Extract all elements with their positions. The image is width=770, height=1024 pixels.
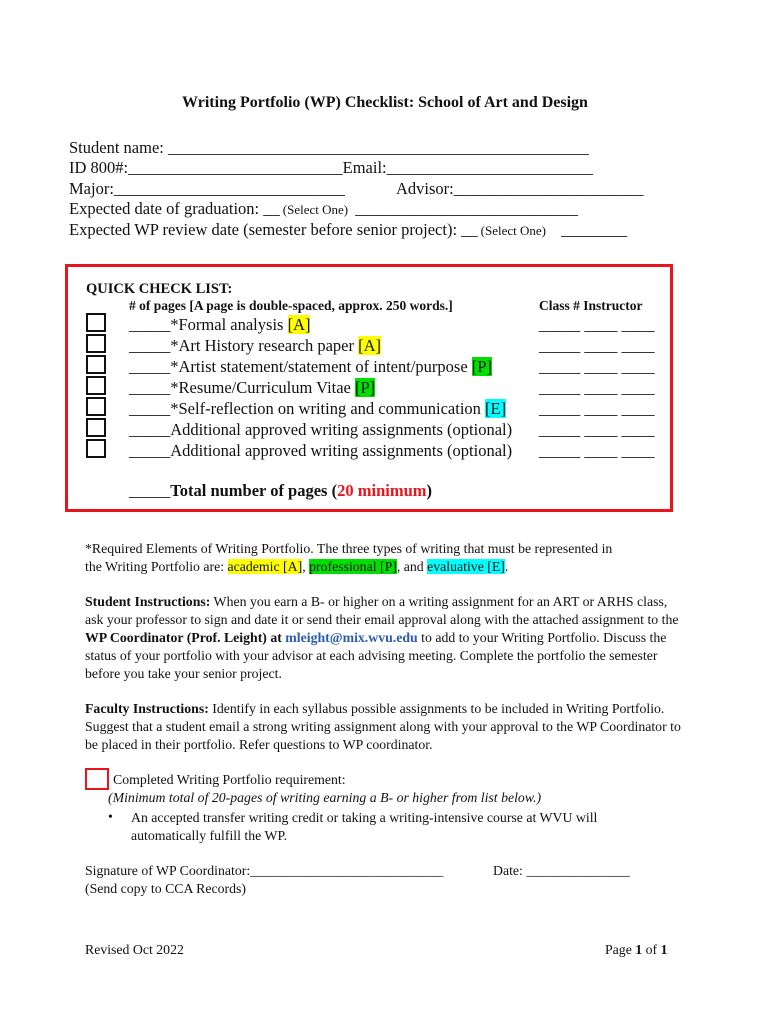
checkbox-formal-analysis[interactable] bbox=[86, 313, 106, 332]
class-instructor-blank[interactable]: _____ ____ ____ bbox=[539, 420, 655, 439]
review-line: ________ bbox=[561, 220, 628, 239]
id-email-row bbox=[69, 158, 593, 178]
professional-tag: professional [P] bbox=[309, 559, 397, 574]
coordinator-email-link[interactable]: mleight@mix.wvu.edu bbox=[285, 630, 418, 645]
page-total: 1 bbox=[660, 942, 668, 957]
pages-blank[interactable]: _____ bbox=[129, 399, 171, 418]
class-instructor-blank[interactable]: _____ ____ ____ bbox=[539, 399, 655, 418]
checkbox-additional-1[interactable] bbox=[86, 418, 106, 437]
graduation-line: ___________________________ bbox=[355, 199, 578, 218]
page-label: Page bbox=[605, 942, 636, 957]
pages-blank[interactable]: _____ bbox=[129, 315, 171, 334]
list-item bbox=[129, 441, 512, 461]
class-instructor-blank[interactable]: _____ ____ ____ bbox=[539, 441, 655, 460]
graduation-pre: __ bbox=[263, 199, 280, 218]
item-text: Additional approved writing assignments (optional) bbox=[170, 441, 513, 460]
major-advisor-row bbox=[69, 179, 345, 199]
pages-blank[interactable]: _____ bbox=[129, 357, 171, 376]
graduation-row bbox=[69, 199, 578, 219]
major-field[interactable]: ____________________________ bbox=[113, 179, 345, 198]
sep: , and bbox=[396, 559, 428, 574]
total-blank[interactable]: _____ bbox=[129, 481, 171, 500]
item-text: *Formal analysis bbox=[170, 315, 288, 334]
sep: , bbox=[302, 559, 310, 574]
completed-note: (Minimum total of 20-pages of writing earning a B- or higher from list below.) bbox=[108, 790, 542, 805]
student-name-label: Student name: bbox=[69, 138, 164, 157]
list-item bbox=[129, 357, 492, 377]
total-pages-row bbox=[129, 481, 432, 501]
student-name-row bbox=[69, 138, 589, 158]
item-text: *Art History research paper bbox=[170, 336, 359, 355]
checkbox-artist-statement[interactable] bbox=[86, 355, 106, 374]
faculty-instructions bbox=[85, 700, 685, 754]
pages-blank[interactable]: _____ bbox=[129, 378, 171, 397]
advisor-group bbox=[396, 179, 644, 199]
class-instructor-blank[interactable]: _____ ____ ____ bbox=[539, 378, 655, 397]
item-tag: [P] bbox=[355, 378, 376, 397]
student-instructions bbox=[85, 593, 685, 683]
sep: . bbox=[504, 559, 509, 574]
total-close: ) bbox=[426, 481, 432, 500]
required-text: *Required Elements of Writing Portfolio. The three types of writing that must be represented in bbox=[85, 541, 613, 556]
student-text: When you earn a B- or higher on a writing assignment for an ART or ARHS class, ask your professor to sign and date it or send their email approval along with the attached assignment to the bbox=[85, 594, 679, 627]
pages-blank[interactable]: _____ bbox=[129, 420, 171, 439]
review-row bbox=[69, 220, 627, 240]
list-item bbox=[129, 315, 310, 335]
list-item bbox=[129, 420, 512, 440]
completed-label: Completed Writing Portfolio requirement: bbox=[113, 772, 346, 787]
student-text-2: to add to your Writing Portfolio. Discuss the status of your portfolio with your advisor at each advising meeting. Complete the portfolio the semester before you take your senior project. bbox=[85, 630, 667, 681]
quick-subheading: # of pages [A page is double-spaced, approx. 250 words.] bbox=[129, 298, 453, 313]
checkbox-art-history[interactable] bbox=[86, 334, 106, 353]
review-pre: __ bbox=[461, 220, 478, 239]
id-field[interactable]: __________________________ bbox=[128, 158, 343, 177]
graduation-label: Expected date of graduation: bbox=[69, 199, 260, 218]
faculty-instructions-label: Faculty Instructions: bbox=[85, 701, 209, 716]
date-field[interactable]: Date: _______________ bbox=[493, 863, 630, 878]
transfer-note: An accepted transfer writing credit or taking a writing-intensive course at WVU will automatically fulfill the WP. bbox=[131, 810, 598, 843]
email-field[interactable]: _________________________ bbox=[386, 158, 593, 177]
checkbox-self-reflection[interactable] bbox=[86, 397, 106, 416]
page-current: 1 bbox=[635, 942, 643, 957]
list-item bbox=[129, 336, 381, 356]
column-header: Class # Instructor bbox=[539, 298, 643, 313]
item-text: Additional approved writing assignments (optional) bbox=[170, 420, 513, 439]
send-copy-note: (Send copy to CCA Records) bbox=[85, 881, 246, 896]
item-text: *Artist statement/statement of intent/purpose bbox=[170, 357, 472, 376]
faculty-text: Identify in each syllabus possible assignments to be included in Writing Portfolio. Suggest that a student email a strong writing assignment along with your approval to the WP Coordinator to be placed in their portfolio. Refer questions to WP coordinator. bbox=[85, 701, 681, 752]
item-tag: [E] bbox=[485, 399, 507, 418]
total-label: Total number of pages ( bbox=[170, 481, 338, 500]
quick-check-list bbox=[65, 264, 673, 512]
advisor-label: Advisor: bbox=[396, 179, 454, 198]
class-instructor-blank[interactable]: _____ ____ ____ bbox=[539, 336, 655, 355]
bullet-icon: • bbox=[108, 809, 113, 824]
item-text: *Resume/Curriculum Vitae bbox=[170, 378, 356, 397]
page-of: of bbox=[642, 942, 661, 957]
completed-checkbox[interactable] bbox=[85, 768, 109, 790]
required-elements bbox=[85, 540, 685, 576]
email-label: Email: bbox=[342, 158, 387, 177]
item-tag: [P] bbox=[471, 357, 492, 376]
pages-blank[interactable]: _____ bbox=[129, 441, 171, 460]
checkbox-resume[interactable] bbox=[86, 376, 106, 395]
page-title: Writing Portfolio (WP) Checklist: School of Art and Design bbox=[182, 94, 588, 111]
quick-heading: QUICK CHECK LIST: bbox=[86, 281, 233, 297]
student-name-field[interactable]: ___________________________________________________ bbox=[167, 138, 589, 157]
coordinator-label: WP Coordinator (Prof. Leight) at bbox=[85, 630, 286, 645]
pages-blank[interactable]: _____ bbox=[129, 336, 171, 355]
signature-field[interactable]: Signature of WP Coordinator:____________________________ bbox=[85, 863, 444, 878]
checkbox-additional-2[interactable] bbox=[86, 439, 106, 458]
graduation-select[interactable]: (Select One) bbox=[280, 201, 351, 219]
class-instructor-blank[interactable]: _____ ____ ____ bbox=[539, 357, 655, 376]
advisor-field[interactable]: _______________________ bbox=[453, 179, 644, 198]
evaluative-tag: evaluative [E] bbox=[427, 559, 505, 574]
item-text: *Self-reflection on writing and communication bbox=[170, 399, 486, 418]
item-tag: [A] bbox=[358, 336, 381, 355]
id-label: ID 800#: bbox=[69, 158, 129, 177]
student-instructions-label: Student Instructions: bbox=[85, 594, 211, 609]
review-label: Expected WP review date (semester before senior project): bbox=[69, 220, 458, 239]
review-select[interactable]: (Select One) bbox=[478, 222, 549, 240]
required-text-2: the Writing Portfolio are: bbox=[85, 559, 228, 574]
total-minimum: 20 minimum bbox=[337, 481, 427, 500]
academic-tag: academic [A] bbox=[227, 559, 303, 574]
list-item bbox=[129, 378, 375, 398]
revised-date: Revised Oct 2022 bbox=[85, 942, 184, 957]
item-tag: [A] bbox=[287, 315, 311, 334]
page-number bbox=[605, 942, 668, 958]
major-label: Major: bbox=[69, 179, 114, 198]
class-instructor-blank[interactable]: _____ ____ ____ bbox=[539, 315, 655, 334]
list-item bbox=[129, 399, 506, 419]
